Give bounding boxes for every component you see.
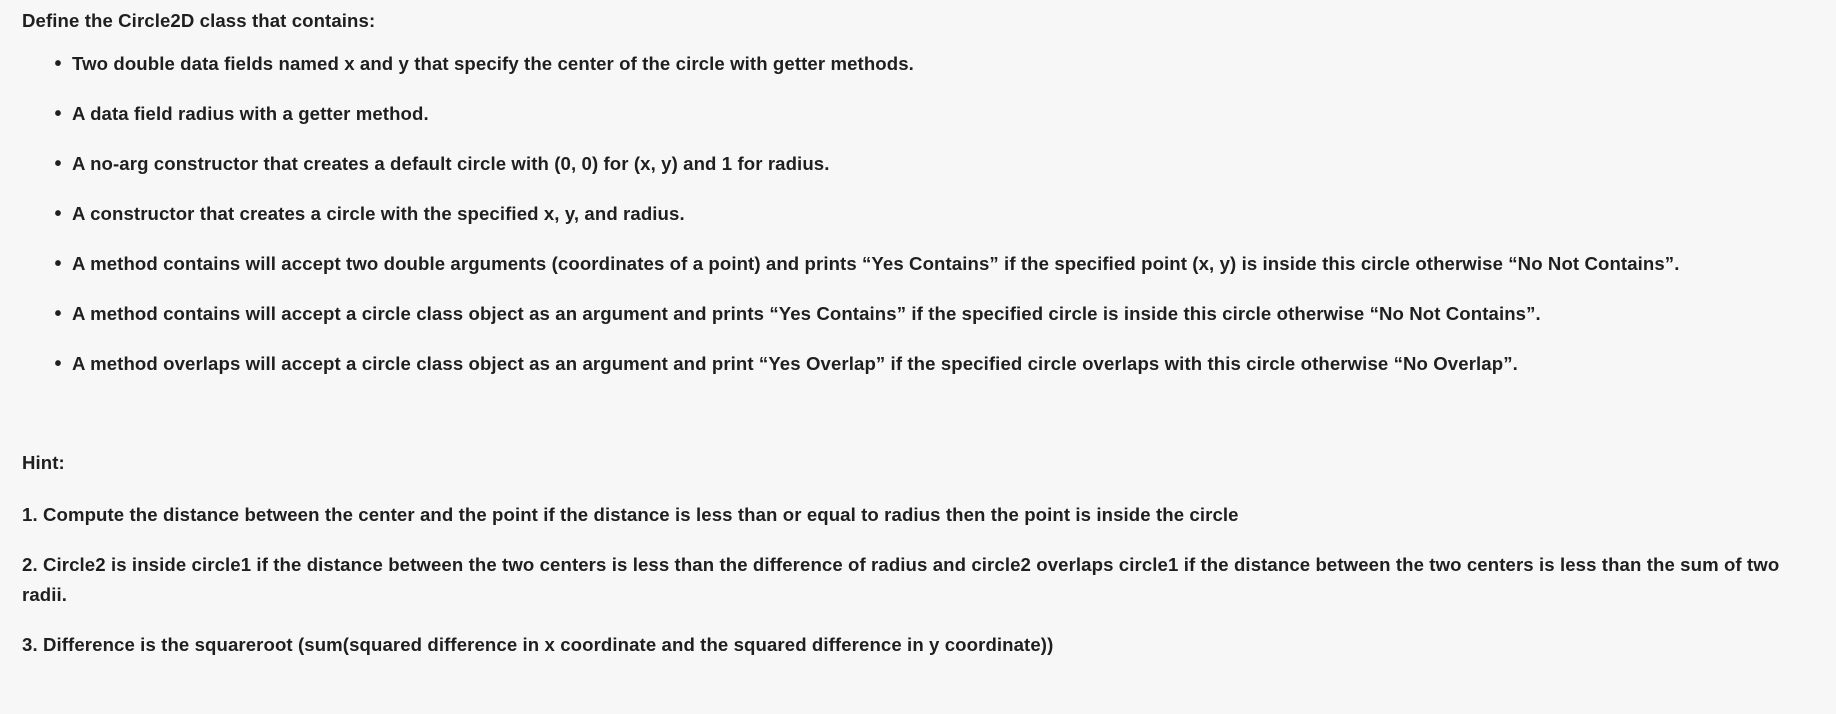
list-item-text: Two double data fields named x and y that specify the center of the circle with getter methods. (72, 53, 914, 74)
bullet-icon: • (54, 303, 62, 325)
list-item-text: A method overlaps will accept a circle class object as an argument and print “Yes Overlap” if the specified circle overlaps with this circle otherwise “No Overlap”. (72, 353, 1518, 374)
list-item (54, 251, 1814, 277)
list-item-text: A constructor that creates a circle with the specified x, y, and radius. (72, 203, 685, 224)
list-item (54, 151, 1814, 177)
hint-heading: Hint: (22, 452, 65, 473)
list-item-text: A data field radius with a getter method. (72, 103, 429, 124)
bullet-icon: • (54, 103, 62, 125)
bullet-icon: • (54, 203, 62, 225)
list-item (54, 201, 1814, 227)
list-item-text: A method contains will accept a circle class object as an argument and prints “Yes Contains” if the specified circle is inside this circle otherwise “No Not Contains”. (72, 303, 1541, 324)
list-item (54, 101, 1814, 127)
bullet-icon: • (54, 53, 62, 75)
list-item (54, 301, 1814, 327)
list-item (54, 351, 1814, 377)
bullet-icon: • (54, 253, 62, 275)
list-item-text: A no-arg constructor that creates a default circle with (0, 0) for (x, y) and 1 for radius. (72, 153, 830, 174)
bullet-icon: • (54, 353, 62, 375)
list-item (54, 51, 1814, 77)
list-item-text: A method contains will accept two double arguments (coordinates of a point) and prints “Yes Contains” if the specified point (x, y) is inside this circle otherwise “No Not Contains”. (72, 253, 1680, 274)
hint-paragraph: 3. Difference is the squareroot (sum(squared difference in x coordinate and the squared difference in y coordinate)) (22, 634, 1054, 655)
bullet-icon: • (54, 153, 62, 175)
hint-paragraph: 1. Compute the distance between the center and the point if the distance is less than or equal to radius then the point is inside the circle (22, 504, 1239, 525)
intro-text: Define the Circle2D class that contains: (22, 10, 376, 31)
requirements-list (22, 51, 1814, 377)
hint-paragraph: 2. Circle2 is inside circle1 if the distance between the two centers is less than the difference of radius and circle2 overlaps circle1 if the distance between the two centers is less than the sum of two radii. (22, 554, 1780, 605)
